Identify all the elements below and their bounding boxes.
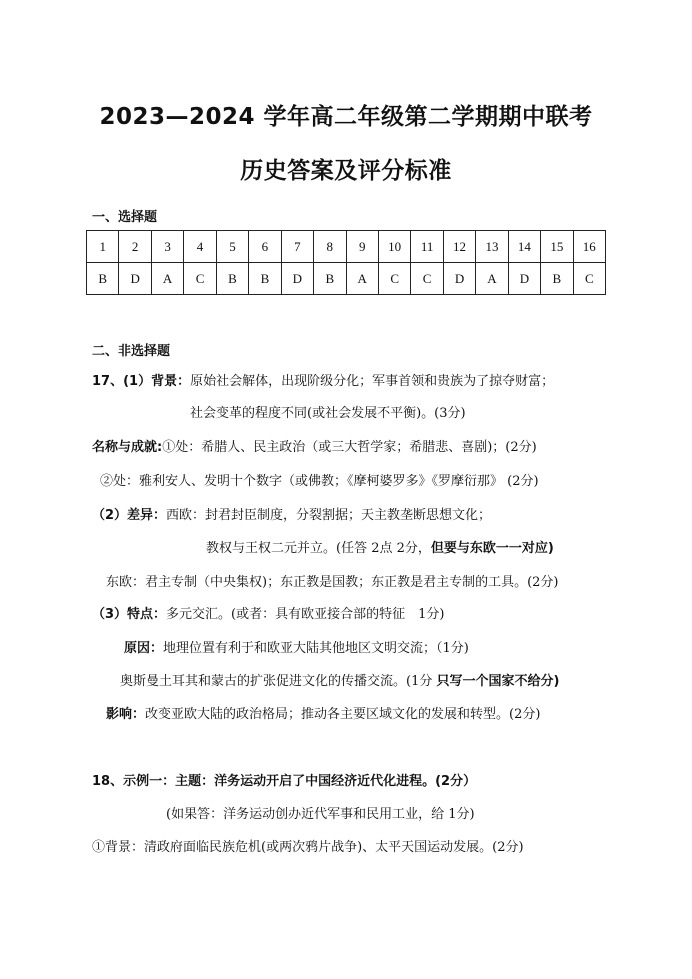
- q17-line-6-note: 但要与东欧一一对应): [430, 541, 554, 556]
- table-cell: 6: [249, 231, 281, 263]
- q17-background-label: 17、(1）背景：: [92, 374, 191, 389]
- table-cell: 1: [87, 231, 119, 263]
- q17-line-8: [92, 607, 444, 623]
- table-cell: D: [281, 263, 313, 295]
- section-heading-essay: 二、非选择题: [92, 344, 171, 359]
- table-cell: C: [378, 263, 410, 295]
- table-cell: 9: [346, 231, 378, 263]
- q17-line-11: [106, 707, 540, 723]
- q17-difference-text: 西欧：封君封臣制度，分裂割据；天主教垄断思想文化；: [166, 508, 492, 523]
- table-cell: 13: [476, 231, 508, 263]
- table-cell: C: [411, 263, 443, 295]
- q17-reason-label: 原因：: [124, 641, 164, 656]
- table-cell: C: [184, 263, 216, 295]
- q17-line-5: [92, 508, 491, 524]
- table-cell: 7: [281, 231, 313, 263]
- table-cell: 3: [151, 231, 183, 263]
- table-cell: 4: [184, 231, 216, 263]
- q17-names-text: ①处：希腊人、民主政治（或三大哲学家；希腊悲、喜剧)；(2分): [162, 440, 537, 455]
- table-cell: B: [249, 263, 281, 295]
- q17-impact-text: 改变亚欧大陆的政治格局；推动各主要区域文化的发展和转型。(2分): [145, 707, 541, 722]
- page-subtitle: 历史答案及评分标准: [240, 158, 452, 184]
- table-cell: B: [314, 263, 346, 295]
- q17-impact-label: 影响：: [106, 707, 146, 722]
- q17-difference-label: （2）差异：: [92, 508, 167, 523]
- q17-line-7: 东欧：君主专制（中央集权)；东正教是国教；东正教是君主专制的工具。(2分): [106, 575, 559, 590]
- q18-line-2: (如果答：洋务运动创办近代军事和民用工业，给 1分): [166, 807, 475, 822]
- table-cell: 11: [411, 231, 443, 263]
- q18-line-1: 18、示例一：主题：洋务运动开启了中国经济近代化进程。(2分）: [92, 774, 477, 789]
- table-cell: A: [346, 263, 378, 295]
- table-cell: 14: [508, 231, 540, 263]
- table-cell: A: [151, 263, 183, 295]
- table-cell: B: [541, 263, 573, 295]
- table-cell: 10: [378, 231, 410, 263]
- section-heading-choice: 一、选择题: [92, 210, 158, 225]
- table-cell: B: [87, 263, 119, 295]
- table-cell: 15: [541, 231, 573, 263]
- q17-line-4: ②处：雅利安人、发明十个数字（或佛教；《摩柯婆罗多》《罗摩衍那》 (2分): [100, 474, 539, 489]
- q17-line-6: [206, 541, 554, 557]
- page-title: 2023—2024 学年高二年级第二学期期中联考: [99, 104, 593, 130]
- table-cell: D: [443, 263, 475, 295]
- table-cell: 16: [573, 231, 605, 263]
- q17-line-10-note: 只写一个国家不给分): [436, 674, 560, 689]
- q17-line-10: [120, 674, 559, 690]
- table-cell: 8: [314, 231, 346, 263]
- table-cell: D: [508, 263, 540, 295]
- table-cell: C: [573, 263, 605, 295]
- table-row-answers: [87, 263, 606, 295]
- q18-line-3: ①背景：清政府面临民族危机(或两次鸦片战争)、太平天国运动发展。(2分): [92, 840, 524, 855]
- table-cell: 12: [443, 231, 475, 263]
- q17-names-label: 名称与成就:: [92, 440, 163, 455]
- q17-line-1: [92, 374, 554, 390]
- q17-line-9: [124, 641, 469, 657]
- q17-feature-label: （3）特点：: [92, 607, 167, 622]
- answer-table: [86, 230, 606, 295]
- table-row-numbers: [87, 231, 606, 263]
- table-cell: 2: [119, 231, 151, 263]
- q17-line-10-text: 奥斯曼土耳其和蒙古的扩张促进文化的传播交流。(1分: [120, 674, 433, 689]
- table-cell: B: [216, 263, 248, 295]
- q17-reason-text: 地理位置有利于和欧亚大陆其他地区文明交流；（1分): [163, 641, 469, 656]
- q17-line-6-text: 教权与王权二元并立。(任答 2点 2分，: [206, 541, 431, 556]
- table-cell: A: [476, 263, 508, 295]
- q17-line-3: [92, 440, 537, 456]
- q17-feature-text: 多元交汇。(或者：具有欧亚接合部的特征 1分): [166, 607, 445, 622]
- q17-line-2: 社会变革的程度不同(或社会发展不平衡)。(3分): [190, 406, 466, 421]
- table-cell: 5: [216, 231, 248, 263]
- q17-background-text: 原始社会解体，出现阶级分化；军事首领和贵族为了掠夺财富；: [190, 374, 555, 389]
- table-cell: D: [119, 263, 151, 295]
